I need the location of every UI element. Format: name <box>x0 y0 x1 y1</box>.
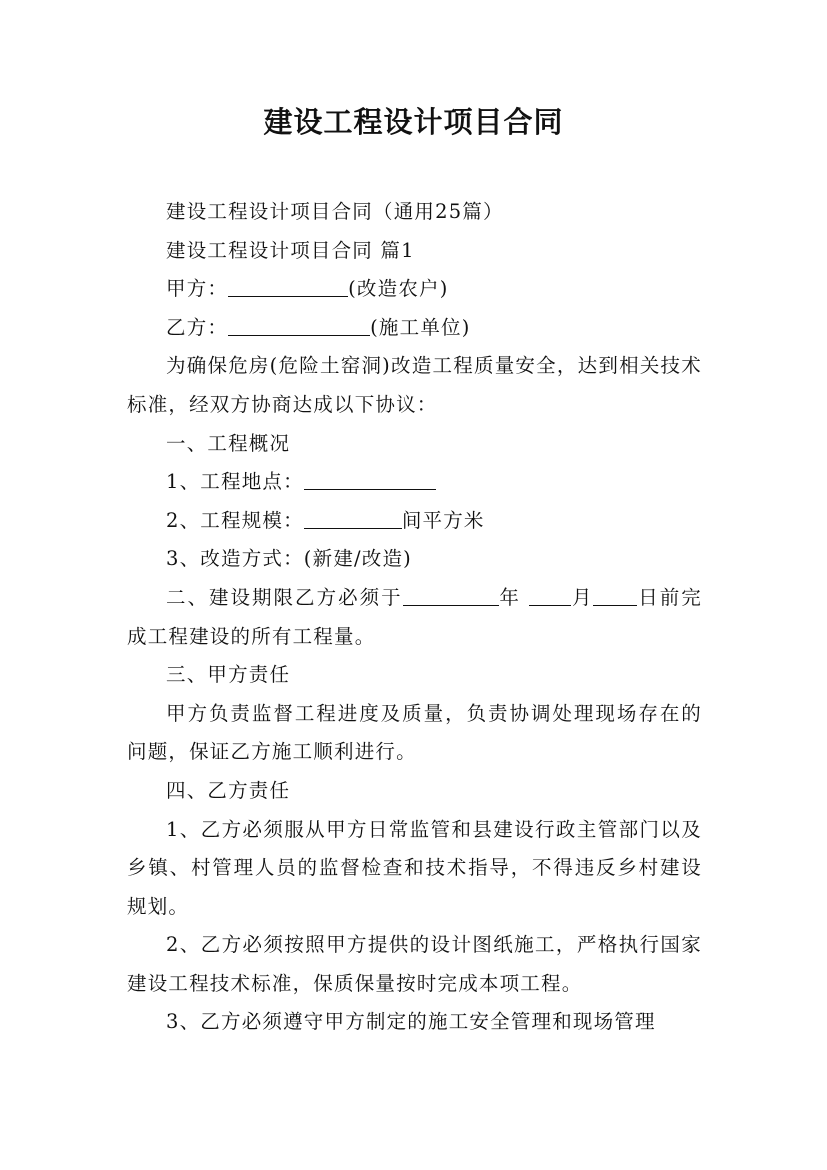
month-label: 月 <box>571 585 594 609</box>
month-blank <box>529 585 571 606</box>
section4-item2: 2、乙方必须按照甲方提供的设计图纸施工，严格执行国家建设工程技术标准，保质保量按时完成本项工程。 <box>127 933 702 995</box>
intro-title: 建设工程设计项目合同（通用25篇） <box>166 200 504 223</box>
section2-paragraph <box>127 579 702 656</box>
scale-blank <box>304 508 402 529</box>
section1-heading: 一、工程概况 <box>166 431 291 455</box>
section2-prefix: 二、建设期限乙方必须于 <box>166 585 403 609</box>
section1-item1 <box>127 463 702 502</box>
party-a-suffix: (改造农户) <box>348 277 449 301</box>
party-a-blank <box>228 277 348 298</box>
section4-item3: 3、乙方必须遵守甲方制定的施工安全管理和现场管理 <box>166 1010 656 1034</box>
party-b-suffix: (施工单位) <box>370 315 471 339</box>
document-title: 建设工程设计项目合同 <box>263 105 564 139</box>
section1-item2 <box>127 502 702 541</box>
section1-item3: 3、改造方式：(新建/改造) <box>166 547 412 571</box>
section3-heading: 三、甲方责任 <box>166 663 291 687</box>
section3-text: 甲方负责监督工程进度及质量，负责协调处理现场存在的问题，保证乙方施工顺利进行。 <box>127 701 702 764</box>
preamble-paragraph: 为确保危房(危险土窑洞)改造工程质量安全，达到相关技术标准，经双方协商达成以下协议： <box>127 354 702 416</box>
part-heading: 建设工程设计项目合同 篇1 <box>166 238 415 262</box>
party-b-label: 乙方： <box>166 315 229 339</box>
year-blank <box>403 585 499 606</box>
item1-label: 1、工程地点： <box>166 470 304 494</box>
day-blank <box>593 585 637 606</box>
party-b-line <box>127 309 702 348</box>
section4-item1: 1、乙方必须服从甲方日常监管和县建设行政主管部门以及乡镇、村管理人员的监督检查和技术指导，不得违反乡村建设规划。 <box>127 817 702 918</box>
location-blank <box>304 470 436 491</box>
item2-suffix: 间平方米 <box>401 508 485 532</box>
party-b-blank <box>228 315 370 336</box>
section4-heading: 四、乙方责任 <box>166 778 291 802</box>
party-a-line <box>127 270 702 309</box>
year-label: 年 <box>498 585 521 609</box>
day-rest: 日前完成工程建设的所有工程量。 <box>127 585 703 648</box>
item2-label: 2、工程规模： <box>166 508 304 532</box>
document-body <box>127 193 702 1042</box>
party-a-label: 甲方： <box>166 277 229 301</box>
